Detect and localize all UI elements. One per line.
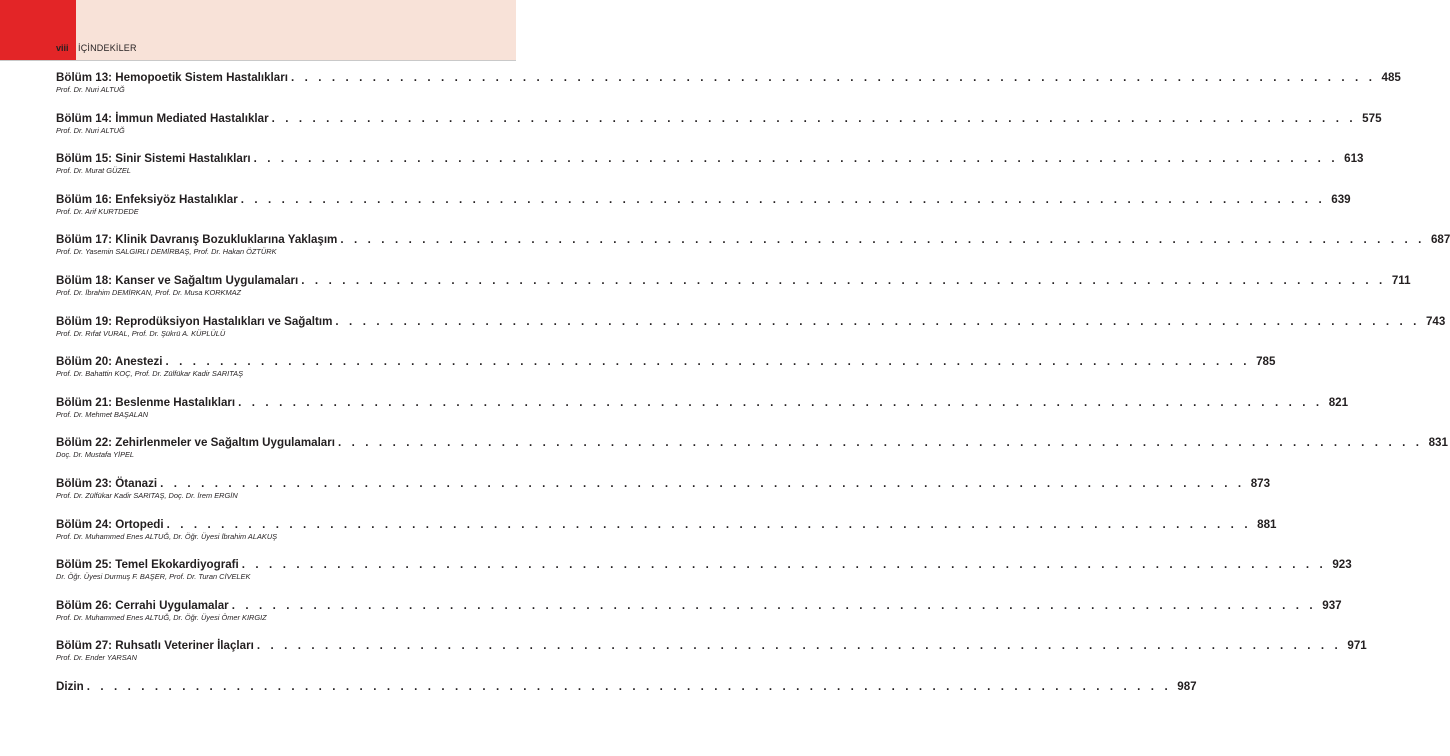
page-number: viii <box>56 43 69 53</box>
toc-chapter-title: Bölüm 23: Ötanazi <box>56 476 158 490</box>
toc-page-number: 485 <box>1381 71 1401 84</box>
toc-chapter-title: Bölüm 25: Temel Ekokardiyografi <box>56 558 239 572</box>
toc-authors: Prof. Dr. Murat GÜZEL <box>56 166 131 176</box>
dot-leader: . . . . . . . . . . . . . . . . . . . . . . . . . . . . . . . . . . . . . . . . . . . . . . . . . . . . . . . . . . . . . . . . . . . . . . . . . . . . . . . . <box>165 355 1251 369</box>
toc-chapter-title: Bölüm 27: Ruhsatlı Veteriner İlaçları <box>56 639 254 653</box>
toc-entry-line <box>56 152 1364 166</box>
toc-entry[interactable] <box>56 314 1446 356</box>
toc-entry-line <box>56 273 1411 287</box>
toc-page-number: 639 <box>1331 192 1351 206</box>
toc-page-number: 923 <box>1332 558 1352 572</box>
toc-chapter-title: Bölüm 13: Hemopoetik Sistem Hastalıkları <box>56 71 288 84</box>
toc-page-number: 987 <box>1177 679 1197 693</box>
table-of-contents <box>56 71 1450 721</box>
dot-leader: . . . . . . . . . . . . . . . . . . . . . . . . . . . . . . . . . . . . . . . . . . . . . . . . . . . . . . . . . . . . . . . . . . . . . . . . . . . . . . . . <box>240 192 1326 206</box>
toc-entry[interactable] <box>56 233 1450 274</box>
dot-leader: . . . . . . . . . . . . . . . . . . . . . . . . . . . . . . . . . . . . . . . . . . . . . . . . . . . . . . . . . . . . . . . . . . . . . . . . . . . . . . . . <box>256 639 1342 653</box>
toc-entry[interactable] <box>56 152 1364 193</box>
toc-entry[interactable] <box>56 192 1351 234</box>
toc-entry-line <box>56 436 1448 450</box>
toc-entry-line <box>56 395 1349 409</box>
toc-chapter-title: Bölüm 16: Enfeksiyöz Hastalıklar <box>56 192 238 206</box>
dot-leader: . . . . . . . . . . . . . . . . . . . . . . . . . . . . . . . . . . . . . . . . . . . . . . . . . . . . . . . . . . . . . . . . . . . . . . . . . . . . . . . . <box>241 558 1327 572</box>
toc-entry-line <box>56 598 1342 612</box>
dot-leader: . . . . . . . . . . . . . . . . . . . . . . . . . . . . . . . . . . . . . . . . . . . . . . . . . . . . . . . . . . . . . . . . . . . . . . . . . . . . . . . . <box>253 152 1339 166</box>
dot-leader: . . . . . . . . . . . . . . . . . . . . . . . . . . . . . . . . . . . . . . . . . . . . . . . . . . . . . . . . . . . . . . . . . . . . . . . . . . . . . . . . <box>238 395 1323 409</box>
toc-entry[interactable] <box>56 111 1382 153</box>
toc-chapter-title: Bölüm 24: Ortopedi <box>56 517 164 531</box>
toc-chapter-title: Bölüm 22: Zehirlenmeler ve Sağaltım Uygulamaları <box>56 436 335 450</box>
toc-chapter-title: Bölüm 18: Kanser ve Sağaltım Uygulamaları <box>56 273 299 287</box>
toc-page-number: 743 <box>1425 314 1446 328</box>
toc-chapter-title: Bölüm 19: Reprodüksiyon Hastalıkları ve Sağaltım <box>56 314 333 328</box>
toc-page-number: 971 <box>1347 639 1367 653</box>
toc-authors: Prof. Dr. Zülfükar Kadir SARITAŞ, Doç. Dr. İrem ERGİN <box>56 490 238 500</box>
toc-authors: Prof. Dr. Bahattin KOÇ, Prof. Dr. Zülfükar Kadir SARITAŞ <box>56 369 244 379</box>
toc-chapter-title: Dizin <box>56 679 84 693</box>
toc-entry[interactable] <box>56 476 1271 518</box>
toc-entry-line <box>56 517 1277 531</box>
toc-authors: Prof. Dr. Rıfat VURAL, Prof. Dr. Şükrü A. KÜPLÜLÜ <box>56 328 226 338</box>
toc-entry[interactable] <box>56 395 1349 437</box>
toc-page-number: 937 <box>1322 598 1342 612</box>
toc-entry[interactable] <box>56 517 1277 559</box>
toc-entry-line <box>56 639 1367 653</box>
toc-entry[interactable] <box>56 639 1367 680</box>
header-divider <box>0 60 516 61</box>
toc-entry-line <box>56 111 1382 125</box>
toc-entry[interactable] <box>56 273 1411 315</box>
toc-authors: Prof. Dr. Ender YARSAN <box>56 653 137 663</box>
toc-entry[interactable] <box>56 71 1401 112</box>
dot-leader: . . . . . . . . . . . . . . . . . . . . . . . . . . . . . . . . . . . . . . . . . . . . . . . . . . . . . . . . . . . . . . . . . . . . . . . . . . . . . . . . <box>301 273 1386 287</box>
section-title: İÇİNDEKİLER <box>78 43 137 53</box>
dot-leader: . . . . . . . . . . . . . . . . . . . . . . . . . . . . . . . . . . . . . . . . . . . . . . . . . . . . . . . . . . . . . . . . . . . . . . . . . . . . . . . . <box>290 71 1376 84</box>
toc-entry[interactable] <box>56 679 1197 721</box>
toc-entry-line <box>56 314 1446 328</box>
toc-page-number: 785 <box>1256 355 1276 369</box>
dot-leader: . . . . . . . . . . . . . . . . . . . . . . . . . . . . . . . . . . . . . . . . . . . . . . . . . . . . . . . . . . . . . . . . . . . . . . . . . . . . . . . . <box>335 314 1420 328</box>
toc-entry[interactable] <box>56 436 1448 477</box>
toc-page-number: 613 <box>1344 152 1364 166</box>
toc-authors: Prof. Dr. Muhammed Enes ALTUĞ, Dr. Öğr. Üyesi İbrahim ALAKUŞ <box>56 531 278 541</box>
toc-chapter-title: Bölüm 17: Klinik Davranış Bozukluklarına Yaklaşım <box>56 233 338 247</box>
toc-chapter-title: Bölüm 21: Beslenme Hastalıkları <box>56 395 236 409</box>
toc-entry-line <box>56 558 1352 572</box>
toc-entry[interactable] <box>56 355 1276 396</box>
toc-chapter-title: Bölüm 20: Anestezi <box>56 355 163 369</box>
toc-entry-line <box>56 476 1271 490</box>
toc-authors: Doç. Dr. Mustafa YİPEL <box>56 450 135 460</box>
toc-chapter-title: Bölüm 26: Cerrahi Uygulamalar <box>56 598 229 612</box>
toc-page-number: 575 <box>1362 111 1382 125</box>
dot-leader: . . . . . . . . . . . . . . . . . . . . . . . . . . . . . . . . . . . . . . . . . . . . . . . . . . . . . . . . . . . . . . . . . . . . . . . . . . . . . . . . <box>160 476 1245 490</box>
toc-page-number: 831 <box>1428 436 1448 450</box>
toc-entry-line <box>56 192 1351 206</box>
dot-leader: . . . . . . . . . . . . . . . . . . . . . . . . . . . . . . . . . . . . . . . . . . . . . . . . . . . . . . . . . . . . . . . . . . . . . . . . . . . . . . . . <box>338 436 1423 450</box>
toc-chapter-title: Bölüm 15: Sinir Sistemi Hastalıkları <box>56 152 251 166</box>
toc-authors: Prof. Dr. Yasemin SALGIRLI DEMİRBAŞ, Prof. Dr. Hakan ÖZTÜRK <box>56 247 277 257</box>
dot-leader: . . . . . . . . . . . . . . . . . . . . . . . . . . . . . . . . . . . . . . . . . . . . . . . . . . . . . . . . . . . . . . . . . . . . . . . . . . . . . . . . <box>231 598 1317 612</box>
toc-entry-line <box>56 679 1197 693</box>
toc-chapter-title: Bölüm 14: İmmun Mediated Hastalıklar <box>56 111 269 125</box>
toc-page-number: 687 <box>1430 233 1450 247</box>
toc-authors: Prof. Dr. Nuri ALTUĞ <box>56 85 125 94</box>
toc-page-number: 821 <box>1328 395 1349 409</box>
toc-authors: Prof. Dr. Arif KURTDEDE <box>56 206 139 216</box>
toc-authors: Prof. Dr. Mehmet BAŞALAN <box>56 409 149 419</box>
toc-page-number: 881 <box>1257 517 1277 531</box>
toc-entry-line <box>56 71 1401 84</box>
dot-leader: . . . . . . . . . . . . . . . . . . . . . . . . . . . . . . . . . . . . . . . . . . . . . . . . . . . . . . . . . . . . . . . . . . . . . . . . . . . . . . . . <box>166 517 1252 531</box>
toc-entry-line <box>56 233 1450 247</box>
toc-page-number: 711 <box>1391 273 1411 287</box>
toc-entry[interactable] <box>56 598 1342 640</box>
toc-authors: Prof. Dr. İbrahim DEMİRKAN, Prof. Dr. Musa KORKMAZ <box>56 287 242 297</box>
toc-entry-line <box>56 355 1276 369</box>
toc-authors: Prof. Dr. Nuri ALTUĞ <box>56 125 125 135</box>
toc-authors: Prof. Dr. Muhammed Enes ALTUĞ, Dr. Öğr. Üyesi Ömer KIRGIZ <box>56 612 267 622</box>
dot-leader: . . . . . . . . . . . . . . . . . . . . . . . . . . . . . . . . . . . . . . . . . . . . . . . . . . . . . . . . . . . . . . . . . . . . . . . . . . . . . . . . <box>340 233 1425 247</box>
toc-entry[interactable] <box>56 558 1352 599</box>
toc-authors: Dr. Öğr. Üyesi Durmuş F. BAŞER, Prof. Dr. Turan CİVELEK <box>56 572 251 582</box>
dot-leader: . . . . . . . . . . . . . . . . . . . . . . . . . . . . . . . . . . . . . . . . . . . . . . . . . . . . . . . . . . . . . . . . . . . . . . . . . . . . . . . . <box>86 679 1172 693</box>
dot-leader: . . . . . . . . . . . . . . . . . . . . . . . . . . . . . . . . . . . . . . . . . . . . . . . . . . . . . . . . . . . . . . . . . . . . . . . . . . . . . . . . <box>271 111 1357 125</box>
toc-page-number: 873 <box>1250 476 1271 490</box>
